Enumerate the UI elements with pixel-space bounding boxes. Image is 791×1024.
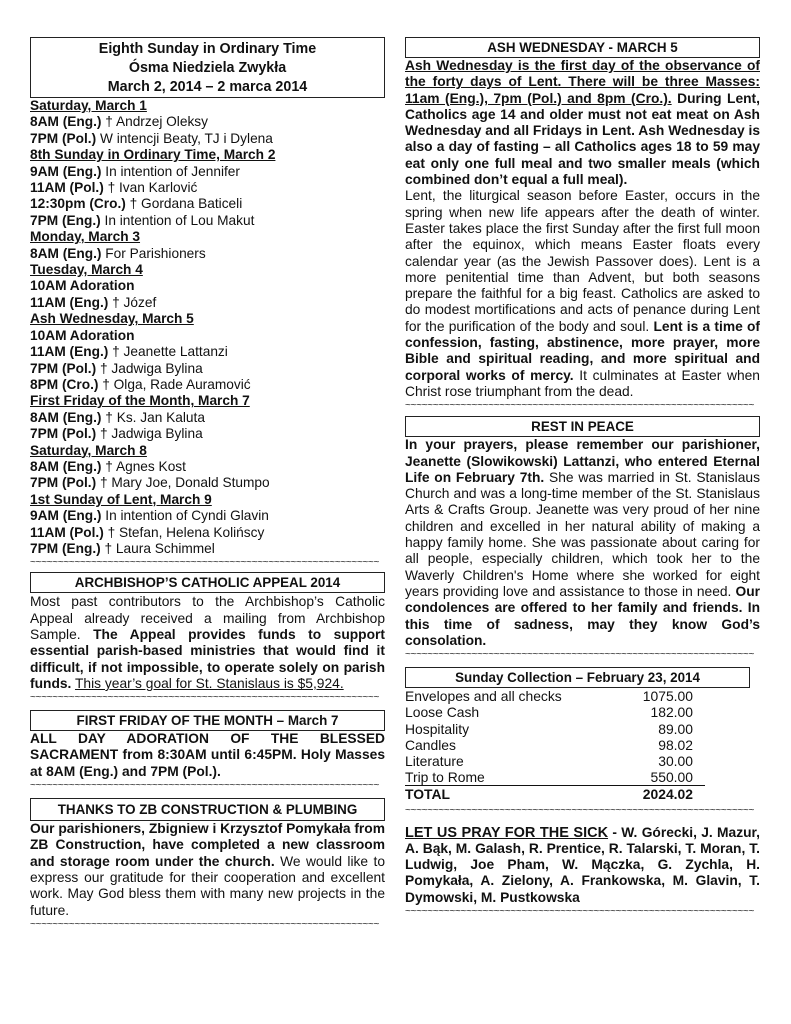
schedule-day-heading xyxy=(30,229,385,245)
schedule-label: 7PM (Pol.) xyxy=(30,130,97,146)
schedule-intention: † Agnes Kost xyxy=(101,458,186,474)
schedule-intention: † Gordana Baticeli xyxy=(125,196,243,212)
collection-title: Sunday Collection – February 23, 2014 xyxy=(455,670,700,686)
collection-row-amount: 1075.00 xyxy=(642,688,693,705)
lent-ending: It culminates at Easter when Christ rose triumphant from the dead. xyxy=(405,367,760,399)
lent-bold-text: Lent is a time of confession, fasting, abstinence, more prayer, more Bible and spiritual reading, and more spiritual and corporal works of mercy. xyxy=(405,318,761,383)
collection-row xyxy=(405,721,705,737)
rip-announcement: In your prayers, please remember our parishioner, Jeanette (Slowikowski) Lattanzi, who entered Eternal Life on February 7th. xyxy=(405,437,760,485)
schedule-entry xyxy=(30,295,385,311)
thanks-paragraph xyxy=(30,821,385,919)
schedule-label: 8AM (Eng.) xyxy=(30,114,102,130)
schedule-label: 8AM (Eng.) xyxy=(30,458,102,474)
schedule-label: 8th Sunday in Ordinary Time, March 2 xyxy=(30,147,276,163)
schedule-intention: † Laura Schimmel xyxy=(100,540,215,556)
schedule-label: 8AM (Eng.) xyxy=(30,409,102,425)
collection-row-amount: 550.00 xyxy=(620,769,705,786)
collection-row-label: Loose Cash xyxy=(405,704,480,721)
schedule-entry xyxy=(30,246,385,262)
schedule-day-heading xyxy=(30,98,385,114)
mass-schedule-list xyxy=(30,98,385,557)
schedule-entry xyxy=(30,459,385,475)
rest-in-peace-paragraph xyxy=(405,437,760,649)
schedule-intention: For Parishioners xyxy=(101,245,206,261)
lent-text: Lent, the liturgical season before Easter, occurs in the spring when new life appears after the death of winter. Easter takes place the first Sunday after the first full moon after the equinox, which means Easter floats every calendar year (as the Jewish Passover does). Lent is a more penitential time than Advent, but both seasons prepare the faithful for a big feast. Catholics are asked to do modest mortifications and acts of penance during Lent for the purification of the body and soul. xyxy=(405,188,760,334)
schedule-entry xyxy=(30,426,385,442)
schedule-entry xyxy=(30,278,385,294)
collection-row-label: Envelopes and all checks xyxy=(405,688,562,705)
schedule-intention: † Jadwiga Bylina xyxy=(96,426,203,442)
collection-row-label: Trip to Rome xyxy=(405,769,620,786)
schedule-label: Saturday, March 1 xyxy=(30,98,147,113)
thanks-bold-text: Our parishioners, Zbigniew i Krzysztof Pomykała from ZB Construction, have completed a new classroom and storage room under the church. xyxy=(30,821,385,869)
schedule-label: 7PM (Eng.) xyxy=(30,540,101,556)
collection-row-amount: 182.00 xyxy=(650,704,693,721)
first-friday-text: ALL DAY ADORATION OF THE BLESSED SACRAMENT from 8:30AM until 6:45PM. Holy Masses at 8AM (Eng.) and 7PM (Pol.). xyxy=(30,731,385,779)
first-friday-date: – March 7 xyxy=(272,713,339,729)
schedule-intention: † Mary Joe, Donald Stumpo xyxy=(96,475,270,491)
schedule-entry xyxy=(30,361,385,377)
schedule-intention: † Olga, Rade Auramović xyxy=(98,376,251,392)
schedule-entry xyxy=(30,344,385,360)
schedule-day-heading xyxy=(30,492,385,508)
collection-total-row xyxy=(405,786,705,803)
rest-in-peace-title: REST IN PEACE xyxy=(531,419,634,435)
schedule-label: Monday, March 3 xyxy=(30,229,141,245)
schedule-intention: † Ivan Karlović xyxy=(103,180,198,196)
collection-row xyxy=(405,737,705,753)
schedule-intention: † Józef xyxy=(108,294,157,310)
separator: ~~~~~~~~~~~~~~~~~~~~~~~~~~~~~~~~~~~~~~~~~~~~~~~~~~~~~~~~~~~~~~~ xyxy=(30,780,380,792)
thanks-text: We would like to express our gratitude for their cooperation and excellent work. May God bless them with many new projects in the future. xyxy=(30,853,385,918)
collection-table xyxy=(405,688,705,802)
schedule-day-heading xyxy=(30,147,385,163)
lent-fasting-rules: During Lent, Catholics age 14 and older must not eat meat on Ash Wednesday and all Fridays in Lent. Ash Wednesday is also a day of fasting – all Catholics ages 18 to 59 may eat only one full meal and two smaller meals (which combined don’t equal a full meal). xyxy=(405,90,760,188)
rip-biography: She was married in St. Stanislaus Church and was a long-time member of the St. Stanislaus Arts & Crafts Group. Jeanette was very proud of her nine children and excelled in her natural ability of making a happy family home. She was passionate about caring for all people, especially children, which took her to the Waverly Children's Home where she worked for eight years providing love and assistance to those in need. xyxy=(405,469,760,599)
separator: ~~~~~~~~~~~~~~~~~~~~~~~~~~~~~~~~~~~~~~~~~~~~~~~~~~~~~~~~~~~~~~~ xyxy=(405,649,755,661)
schedule-intention: In intention of Cyndi Glavin xyxy=(101,508,269,524)
collection-row-label: Candles xyxy=(405,736,456,753)
first-friday-title: FIRST FRIDAY OF THE MONTH xyxy=(76,713,273,729)
separator: ~~~~~~~~~~~~~~~~~~~~~~~~~~~~~~~~~~~~~~~~~~~~~~~~~~~~~~~~~~~~~~~ xyxy=(30,692,380,704)
total-label: TOTAL xyxy=(405,786,620,803)
schedule-entry xyxy=(30,180,385,196)
schedule-label: 12:30pm (Cro.) xyxy=(30,196,126,212)
week-date-range: March 2, 2014 – 2 marca 2014 xyxy=(107,79,308,95)
appeal-heading xyxy=(30,572,385,593)
schedule-intention: W intencji Beaty, TJ i Dylena xyxy=(96,130,273,146)
collection-heading xyxy=(405,667,750,688)
collection-row-amount: 30.00 xyxy=(658,752,693,769)
schedule-label: 11AM (Pol.) xyxy=(30,180,104,196)
separator: ~~~~~~~~~~~~~~~~~~~~~~~~~~~~~~~~~~~~~~~~~~~~~~~~~~~~~~~~~~~~~~~ xyxy=(405,400,755,412)
ash-wednesday-masses: Ash Wednesday is the first day of the observance of the forty days of Lent. There will be three Masses: 11am (Eng.), 7pm (Pol.) and 8pm (Cro.). xyxy=(405,58,760,106)
week-title-polish: Ósma Niedziela Zwykła xyxy=(128,60,287,76)
schedule-label: 1st Sunday of Lent, March 9 xyxy=(30,491,212,507)
schedule-label: First Friday of the Month, March 7 xyxy=(30,393,250,409)
schedule-day-heading xyxy=(30,393,385,409)
schedule-label: 10AM Adoration xyxy=(30,327,135,343)
thanks-heading xyxy=(30,798,385,821)
schedule-day-heading xyxy=(30,262,385,278)
schedule-entry xyxy=(30,196,385,212)
schedule-intention: In intention of Lou Makut xyxy=(100,212,255,228)
appeal-intro: Most past contributors to the Archbishop’s Catholic Appeal already received a mailing from Archbishop Sample. xyxy=(30,594,385,642)
ash-wednesday-heading xyxy=(405,37,760,58)
schedule-label: 7PM (Pol.) xyxy=(30,475,97,491)
first-friday-heading xyxy=(30,710,385,731)
schedule-label: 7PM (Pol.) xyxy=(30,360,97,376)
ash-wednesday-paragraph xyxy=(405,58,760,188)
week-title-english: Eighth Sunday in Ordinary Time xyxy=(98,41,317,57)
collection-row-label: Hospitality xyxy=(405,720,470,737)
schedule-intention: † Andrzej Oleksy xyxy=(101,114,208,130)
schedule-label: 11AM (Pol.) xyxy=(30,524,104,540)
collection-row xyxy=(405,769,705,786)
mass-schedule-header xyxy=(30,37,385,98)
schedule-entry xyxy=(30,508,385,524)
collection-rows xyxy=(405,688,705,786)
thanks-title: THANKS TO ZB CONSTRUCTION & PLUMBING xyxy=(57,802,358,818)
separator: ~~~~~~~~~~~~~~~~~~~~~~~~~~~~~~~~~~~~~~~~~~~~~~~~~~~~~~~~~~~~~~~ xyxy=(30,918,380,930)
schedule-entry xyxy=(30,475,385,491)
schedule-intention: In intention of Jennifer xyxy=(101,163,240,179)
collection-row-amount: 89.00 xyxy=(658,720,693,737)
left-column xyxy=(30,37,385,931)
schedule-label: Tuesday, March 4 xyxy=(30,262,143,278)
schedule-intention: † Jadwiga Bylina xyxy=(96,360,203,376)
pray-for-sick-heading: LET US PRAY FOR THE SICK xyxy=(405,824,609,841)
ash-wednesday-title: ASH WEDNESDAY - MARCH 5 xyxy=(487,40,678,55)
schedule-label: Saturday, March 8 xyxy=(30,442,147,458)
schedule-label: 8PM (Cro.) xyxy=(30,376,99,392)
schedule-entry xyxy=(30,328,385,344)
schedule-intention: † Jeanette Lattanzi xyxy=(108,344,228,360)
separator: ~~~~~~~~~~~~~~~~~~~~~~~~~~~~~~~~~~~~~~~~~~~~~~~~~~~~~~~~~~~~~~~ xyxy=(30,557,380,569)
collection-row xyxy=(405,753,705,769)
right-column xyxy=(405,37,760,918)
schedule-label: 11AM (Eng.) xyxy=(30,294,109,310)
schedule-day-heading xyxy=(30,443,385,459)
schedule-entry xyxy=(30,525,385,541)
pray-dash: - xyxy=(608,824,622,840)
schedule-entry xyxy=(30,377,385,393)
collection-row xyxy=(405,688,705,704)
schedule-label: 7PM (Pol.) xyxy=(30,426,97,442)
schedule-label: 8AM (Eng.) xyxy=(30,245,102,261)
schedule-label: 9AM (Eng.) xyxy=(30,163,102,179)
appeal-purpose: The Appeal provides funds to support essential parish-based ministries that would find it difficult, if not impossible, to operate solely on parish funds. xyxy=(30,626,385,691)
schedule-entry xyxy=(30,410,385,426)
sick-names: W. Górecki, J. Mazur, A. Bąk, M. Galash, R. Prentice, R. Talarski, T. Moran, T. Ludwig, Joe Pham, W. Mączka, G. Zychla, H. Pomykała, A. Zielony, A. Frankowska, M. Glavin, T. Dymowski, M. Pustkowska xyxy=(405,824,760,905)
schedule-label: 9AM (Eng.) xyxy=(30,508,102,524)
separator: ~~~~~~~~~~~~~~~~~~~~~~~~~~~~~~~~~~~~~~~~~~~~~~~~~~~~~~~~~~~~~~~ xyxy=(405,906,755,917)
schedule-label: 11AM (Eng.) xyxy=(30,344,109,360)
schedule-entry xyxy=(30,114,385,130)
schedule-label: Ash Wednesday, March 5 xyxy=(30,311,194,327)
collection-row xyxy=(405,704,705,720)
appeal-title: ARCHBISHOP’S CATHOLIC APPEAL 2014 xyxy=(74,575,341,591)
lent-paragraph xyxy=(405,188,760,400)
schedule-entry xyxy=(30,213,385,229)
schedule-entry xyxy=(30,541,385,557)
separator: ~~~~~~~~~~~~~~~~~~~~~~~~~~~~~~~~~~~~~~~~~~~~~~~~~~~~~~~~~~~~~~~ xyxy=(405,804,755,816)
rest-in-peace-heading xyxy=(405,416,760,437)
schedule-entry xyxy=(30,131,385,147)
schedule-day-heading xyxy=(30,311,385,327)
rip-condolences: Our condolences are offered to her family and friends. In this time of sadness, may they know God’s consolation. xyxy=(405,583,760,648)
appeal-paragraph xyxy=(30,594,385,692)
pray-for-sick-paragraph xyxy=(405,825,760,906)
appeal-goal: This year’s goal for St. Stanislaus is $5,924. xyxy=(74,675,344,691)
collection-row-amount: 98.02 xyxy=(658,736,693,753)
schedule-intention: † Stefan, Helena Kolińscy xyxy=(103,524,265,540)
total-amount: 2024.02 xyxy=(620,786,705,803)
schedule-entry xyxy=(30,164,385,180)
schedule-label: 10AM Adoration xyxy=(30,278,135,294)
schedule-intention: † Ks. Jan Kaluta xyxy=(101,409,205,425)
collection-row-label: Literature xyxy=(405,752,464,769)
schedule-label: 7PM (Eng.) xyxy=(30,212,101,228)
